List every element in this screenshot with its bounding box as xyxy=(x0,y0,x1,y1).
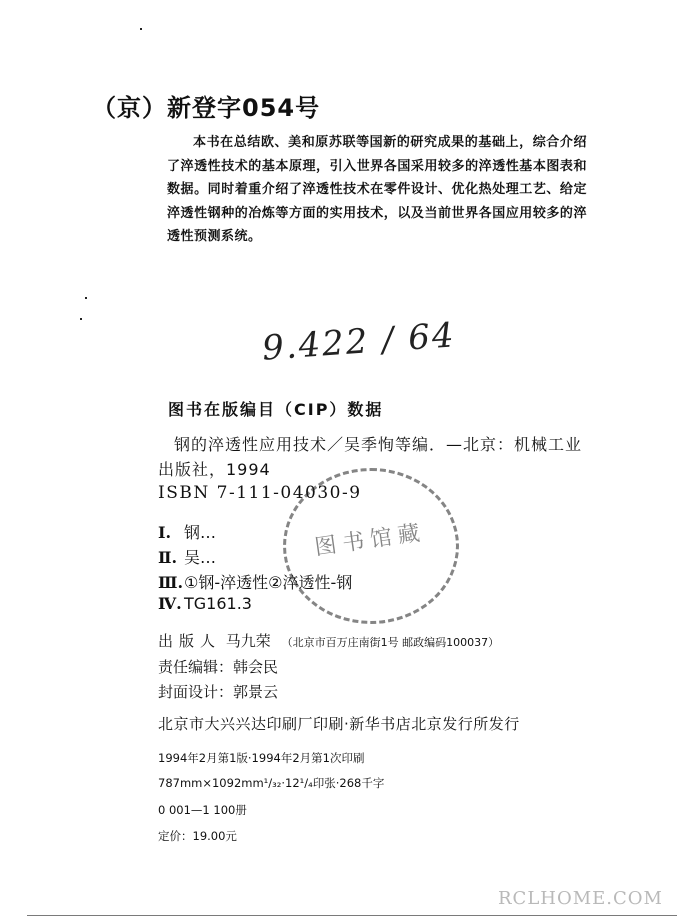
cip-description: 钢的淬透性应用技术／吴季恂等编．—北京：机械工业出版社，1994 xyxy=(158,435,583,479)
isbn: ISBN 7-111-04030-9 xyxy=(158,483,362,503)
subject-number: Ⅲ. xyxy=(158,573,184,592)
print-run: 0 001—1 100册 xyxy=(158,803,247,817)
cip-title: 图书在版编目（CIP）数据 xyxy=(168,400,384,419)
cover-designer-line xyxy=(158,681,278,702)
printer-info: 北京市大兴兴达印刷厂印刷·新华书店北京发行所发行 xyxy=(158,715,520,733)
subject-number: Ⅳ. xyxy=(158,594,182,613)
editor-name: 韩会民 xyxy=(233,658,279,676)
subject-text: TG161.3 xyxy=(184,594,252,613)
editor-line xyxy=(158,656,278,677)
subject-number: Ⅰ. xyxy=(158,523,172,542)
watermark: RCLHOME.COM xyxy=(498,888,663,909)
price: 定价：19.00元 xyxy=(158,829,237,843)
subject-number: Ⅱ. xyxy=(158,548,178,567)
editor-label: 责任编辑： xyxy=(158,658,234,676)
publisher-name: 马九荣 xyxy=(225,632,271,650)
cover-label: 封面设计： xyxy=(158,683,234,701)
registration-number: （京）新登字054号 xyxy=(92,94,321,122)
publisher-address: （北京市百万庄南街1号 邮政编码100037） xyxy=(281,636,500,649)
scan-speck xyxy=(85,297,87,299)
abstract-text: 本书在总结欧、美和原苏联等国新的研究成果的基础上，综合介绍了淬透性技术的基本原理，引入世界各国采用较多的淬透性基本图表和数据。同时着重介绍了淬透性技术在零件设计、优化热处理工艺、给定淬透性钢种的冶炼等方面的实用技术，以及当前世界各国应用较多的淬透性预测系统。 xyxy=(167,135,587,244)
publisher-line xyxy=(158,630,499,651)
scan-speck xyxy=(80,318,82,320)
scan-edge-line xyxy=(27,915,677,916)
stamp-text: 图书馆藏 xyxy=(313,520,428,561)
handwritten-call-number: 9.422 / 64 xyxy=(260,315,457,369)
publisher-label: 出版人 xyxy=(158,632,222,650)
cover-designer-name: 郭景云 xyxy=(233,683,279,701)
subject-text: 吴… xyxy=(184,548,217,567)
edition-info: 1994年2月第1版·1994年2月第1次印刷 xyxy=(158,751,365,765)
library-stamp xyxy=(283,468,459,624)
subject-text: 钢… xyxy=(184,523,217,542)
subject-text: ①钢-淬透性②淬透性-钢 xyxy=(184,573,353,592)
abstract-block xyxy=(167,131,587,249)
scan-speck xyxy=(140,28,142,30)
format-info: 787mm×1092mm¹/₃₂·12¹/₄印张·268千字 xyxy=(158,776,385,790)
